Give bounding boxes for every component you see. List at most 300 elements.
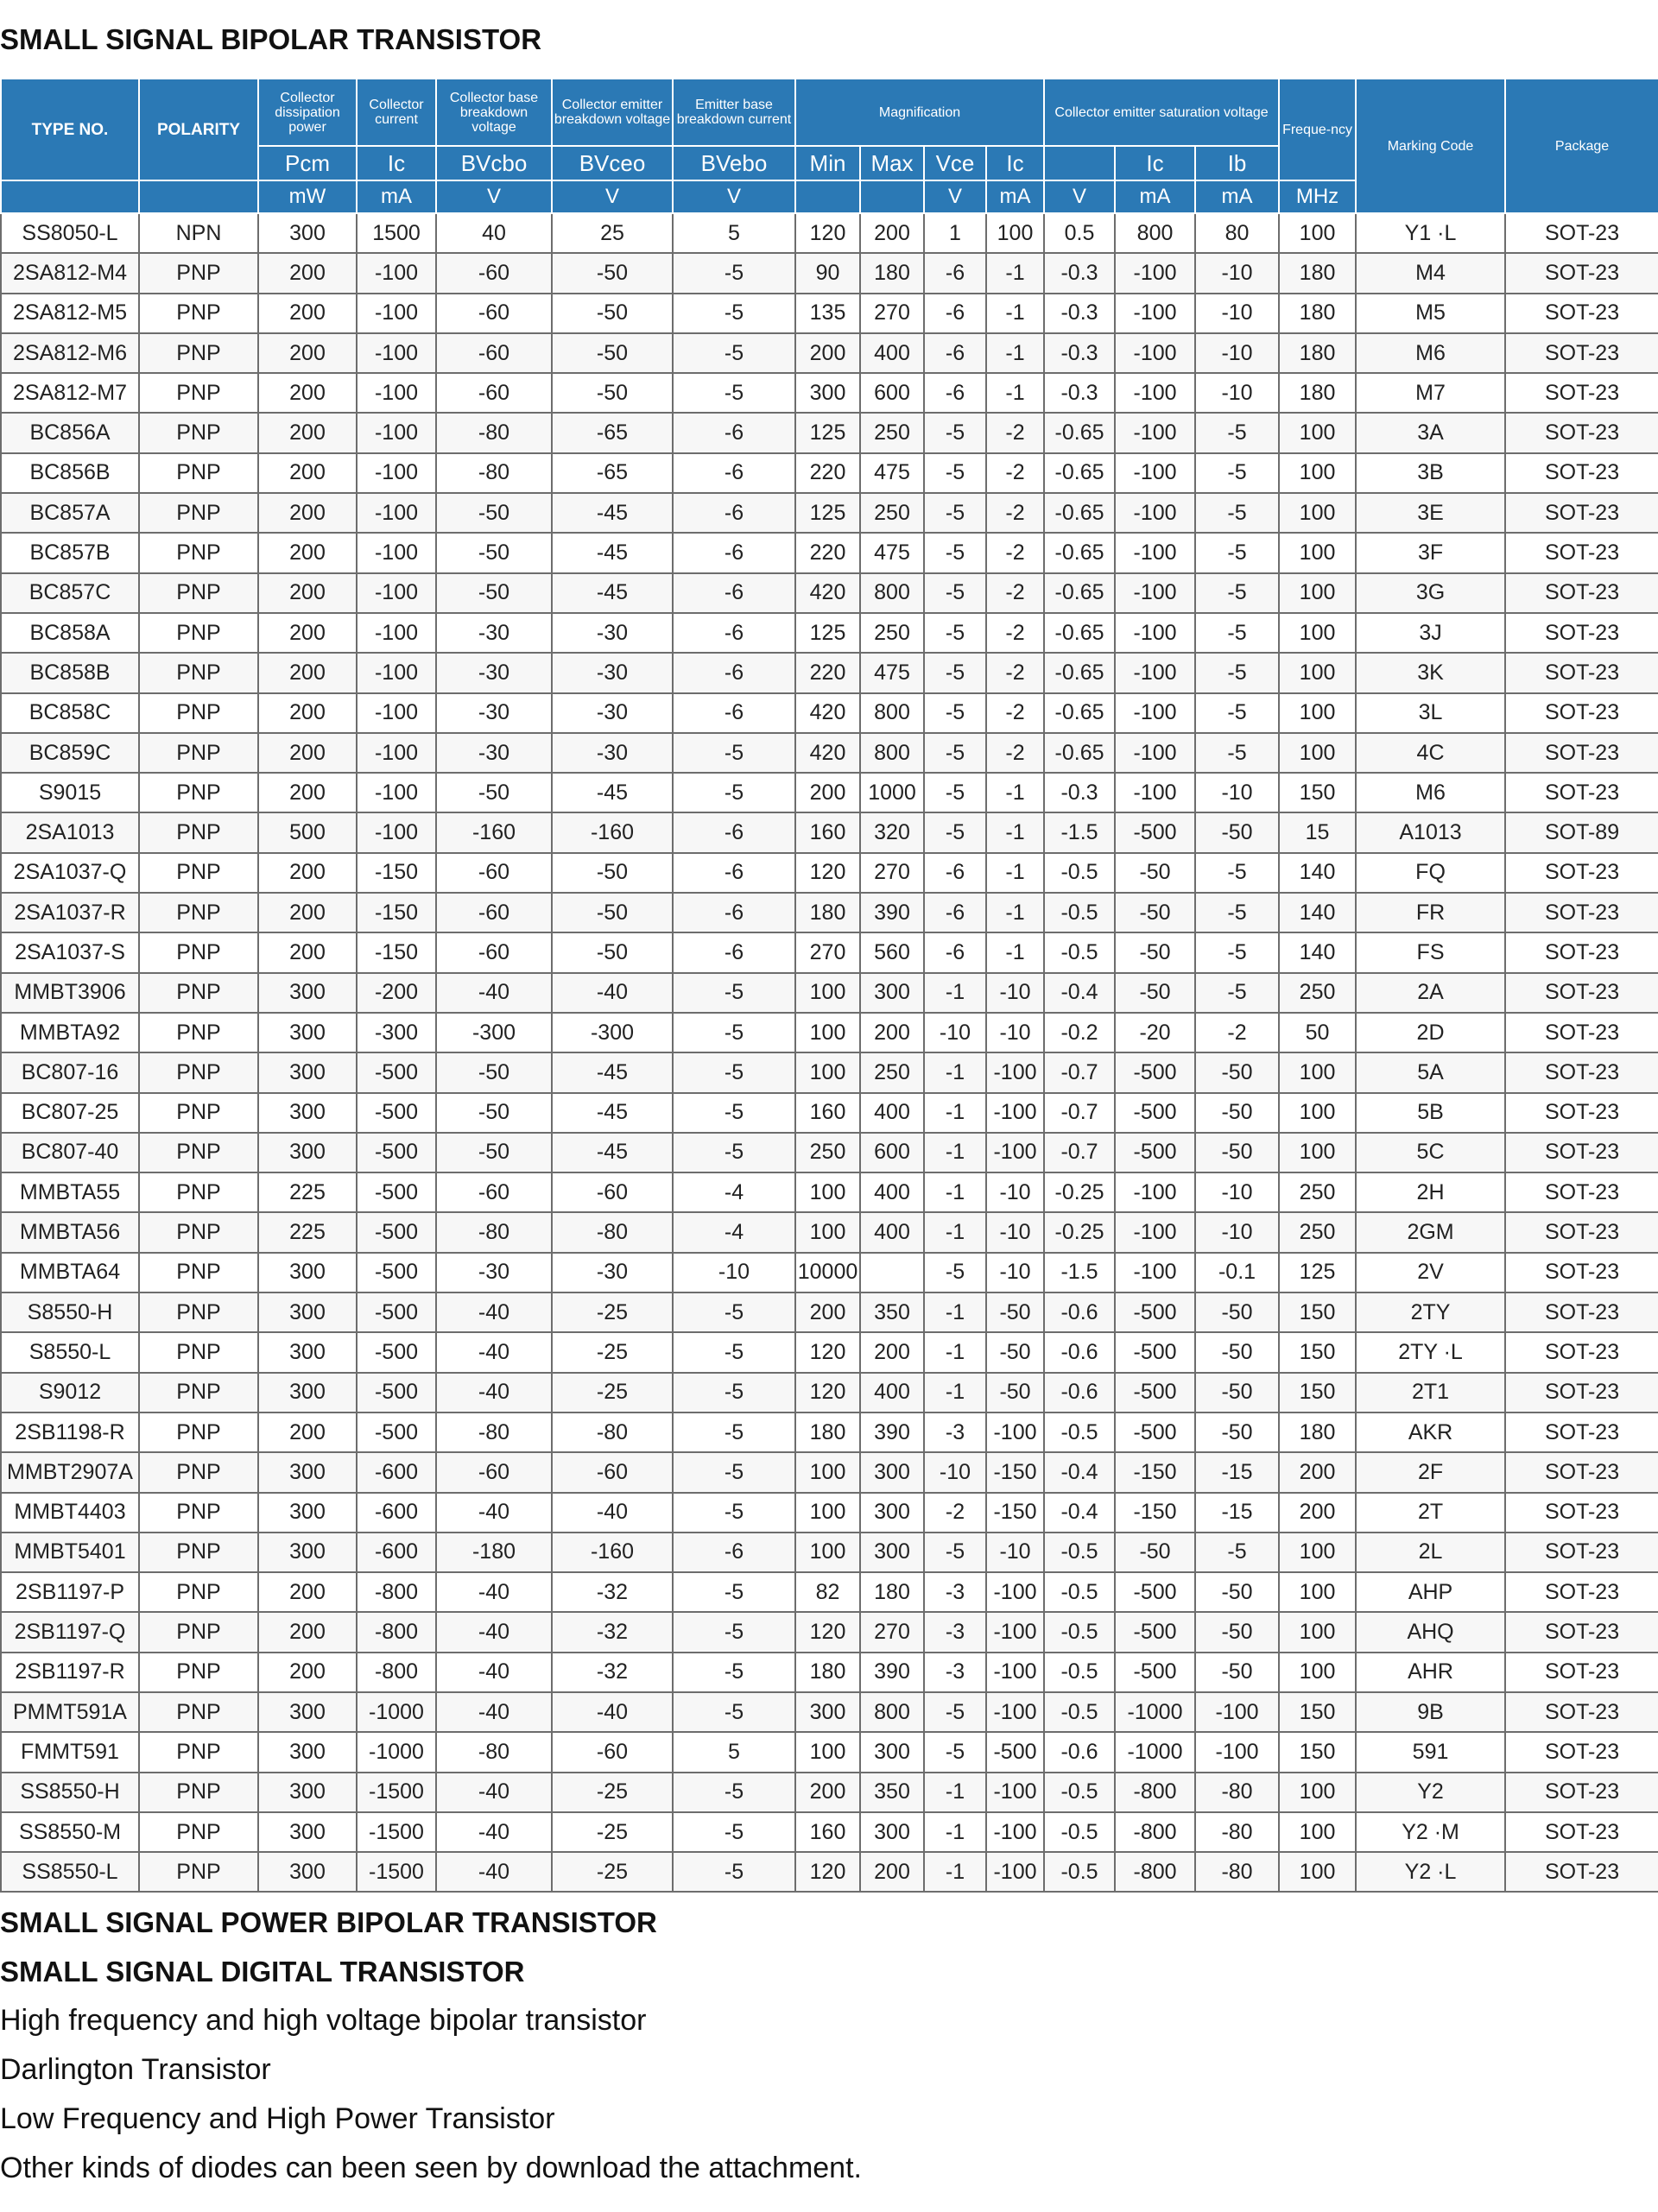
table-cell: -1: [924, 1773, 986, 1812]
table-cell: 200: [258, 294, 357, 333]
table-cell: 390: [860, 893, 924, 932]
table-cell: S9015: [1, 773, 139, 812]
table-cell: 225: [258, 1172, 357, 1212]
table-cell: 100: [1279, 1852, 1356, 1892]
table-cell: -1: [924, 1852, 986, 1892]
table-cell: -500: [1115, 1572, 1195, 1612]
table-cell: -1: [986, 893, 1044, 932]
table-cell: -50: [1195, 812, 1279, 852]
table-cell: -10: [1195, 333, 1279, 373]
table-cell: 125: [795, 493, 860, 533]
table-cell: -0.5: [1044, 1413, 1115, 1452]
table-cell: NPN: [139, 213, 258, 253]
table-cell: -500: [357, 1172, 436, 1212]
table-cell: -1: [924, 1332, 986, 1372]
table-cell: -30: [552, 613, 673, 653]
table-cell: -5: [1195, 932, 1279, 972]
table-cell: 3G: [1356, 573, 1505, 613]
table-cell: -2: [986, 453, 1044, 493]
table-cell: 100: [1279, 1612, 1356, 1652]
table-cell: -50: [552, 853, 673, 893]
table-cell: 200: [258, 893, 357, 932]
table-cell: -0.5: [1044, 1812, 1115, 1852]
table-cell: -1000: [357, 1692, 436, 1732]
table-cell: MMBTA56: [1, 1212, 139, 1252]
table-cell: SOT-23: [1505, 932, 1658, 972]
table-cell: -45: [552, 533, 673, 572]
table-cell: 100: [1279, 213, 1356, 253]
table-cell: 250: [860, 413, 924, 452]
table-cell: -50: [1195, 1572, 1279, 1612]
unit-v-bvebo: V: [673, 180, 795, 213]
table-cell: -50: [1195, 1292, 1279, 1332]
table-cell: 150: [1279, 1373, 1356, 1413]
table-cell: 100: [1279, 453, 1356, 493]
table-cell: -800: [357, 1653, 436, 1692]
table-cell: -5: [924, 653, 986, 692]
table-cell: -5: [924, 453, 986, 493]
table-cell: -100: [357, 493, 436, 533]
header-type-no: TYPE NO.: [1, 79, 139, 180]
table-cell: 100: [795, 1212, 860, 1252]
table-cell: -0.5: [1044, 1692, 1115, 1732]
table-cell: -6: [673, 693, 795, 733]
table-cell: -100: [357, 453, 436, 493]
table-cell: -1: [924, 1812, 986, 1852]
table-cell: -1000: [1115, 1732, 1195, 1772]
symbol-bvceo: BVceo: [552, 146, 673, 180]
table-cell: 800: [860, 733, 924, 773]
table-cell: -5: [673, 253, 795, 293]
table-cell: -10: [986, 973, 1044, 1013]
table-cell: 390: [860, 1653, 924, 1692]
table-cell: -100: [986, 1572, 1044, 1612]
table-cell: SOT-23: [1505, 533, 1658, 572]
table-cell: 200: [860, 1013, 924, 1052]
footer-line-power-bipolar[interactable]: SMALL SIGNAL POWER BIPOLAR TRANSISTOR: [0, 1906, 657, 1938]
table-cell: 2GM: [1356, 1212, 1505, 1252]
table-cell: -3: [924, 1572, 986, 1612]
table-cell: 250: [860, 613, 924, 653]
table-cell: -6: [673, 613, 795, 653]
table-cell: 180: [1279, 373, 1356, 413]
table-cell: PNP: [139, 1292, 258, 1332]
table-cell: 120: [795, 1373, 860, 1413]
table-cell: -3: [924, 1413, 986, 1452]
table-cell: -0.3: [1044, 373, 1115, 413]
table-cell: -5: [1195, 973, 1279, 1013]
table-row: [1, 973, 1658, 1013]
table-cell: -100: [1115, 693, 1195, 733]
table-cell: -80: [552, 1413, 673, 1452]
table-cell: -2: [986, 533, 1044, 572]
table-row: [1, 1332, 1658, 1372]
table-cell: -10: [1195, 253, 1279, 293]
table-cell: -25: [552, 1852, 673, 1892]
table-cell: M5: [1356, 294, 1505, 333]
table-cell: -50: [552, 932, 673, 972]
table-cell: SOT-23: [1505, 973, 1658, 1013]
table-cell: BC858A: [1, 613, 139, 653]
table-cell: -0.6: [1044, 1332, 1115, 1372]
table-cell: 2A: [1356, 973, 1505, 1013]
table-cell: 120: [795, 213, 860, 253]
table-cell: 200: [258, 613, 357, 653]
table-cell: BC857A: [1, 493, 139, 533]
table-cell: 2SB1197-Q: [1, 1612, 139, 1652]
table-cell: -30: [436, 733, 552, 773]
table-cell: -10: [924, 1452, 986, 1492]
table-cell: SOT-23: [1505, 1692, 1658, 1732]
table-cell: 180: [1279, 1413, 1356, 1452]
table-cell: 400: [860, 333, 924, 373]
table-cell: -6: [673, 653, 795, 692]
table-cell: 100: [1279, 613, 1356, 653]
table-cell: 150: [1279, 773, 1356, 812]
table-cell: PNP: [139, 1253, 258, 1292]
table-cell: SOT-23: [1505, 1292, 1658, 1332]
table-cell: -80: [436, 1413, 552, 1452]
table-cell: -40: [436, 1852, 552, 1892]
table-cell: -5: [673, 333, 795, 373]
table-cell: -5: [924, 493, 986, 533]
table-cell: -40: [436, 1373, 552, 1413]
table-cell: 400: [860, 1373, 924, 1413]
table-cell: 200: [795, 1292, 860, 1332]
table-cell: 270: [795, 932, 860, 972]
table-cell: -5: [924, 533, 986, 572]
table-cell: -100: [986, 1692, 1044, 1732]
table-cell: -800: [1115, 1852, 1195, 1892]
table-cell: -6: [924, 932, 986, 972]
table-row: [1, 1732, 1658, 1772]
table-cell: -0.7: [1044, 1052, 1115, 1092]
table-cell: 2SA1013: [1, 812, 139, 852]
table-cell: -2: [986, 733, 1044, 773]
table-cell: -50: [1115, 1533, 1195, 1572]
table-cell: SOT-23: [1505, 613, 1658, 653]
table-cell: 200: [258, 493, 357, 533]
table-cell: -600: [357, 1533, 436, 1572]
table-cell: -0.65: [1044, 693, 1115, 733]
table-cell: -160: [436, 812, 552, 852]
table-cell: -500: [357, 1093, 436, 1133]
table-cell: 300: [860, 1533, 924, 1572]
table-cell: 100: [795, 1013, 860, 1052]
table-cell: -5: [1195, 1533, 1279, 1572]
table-cell: 400: [860, 1093, 924, 1133]
table-cell: -150: [357, 932, 436, 972]
table-row: [1, 613, 1658, 653]
table-cell: 250: [860, 493, 924, 533]
table-cell: MMBTA92: [1, 1013, 139, 1052]
table-cell: -6: [924, 253, 986, 293]
table-cell: -1: [986, 373, 1044, 413]
table-cell: 100: [795, 1533, 860, 1572]
table-cell: 200: [258, 533, 357, 572]
table-cell: SOT-23: [1505, 853, 1658, 893]
table-cell: -150: [1115, 1493, 1195, 1533]
symbol-pcm: Pcm: [258, 146, 357, 180]
table-cell: -60: [436, 932, 552, 972]
table-cell: 2SA812-M4: [1, 253, 139, 293]
table-cell: 420: [795, 573, 860, 613]
table-cell: -50: [436, 1052, 552, 1092]
table-cell: -0.4: [1044, 1493, 1115, 1533]
table-cell: 80: [1195, 213, 1279, 253]
table-cell: 300: [258, 1253, 357, 1292]
table-cell: -50: [1195, 1332, 1279, 1372]
table-cell: -0.3: [1044, 294, 1115, 333]
table-cell: -80: [436, 1732, 552, 1772]
table-cell: 90: [795, 253, 860, 293]
table-cell: 2L: [1356, 1533, 1505, 1572]
table-cell: 200: [258, 253, 357, 293]
table-cell: PNP: [139, 1493, 258, 1533]
table-cell: M4: [1356, 253, 1505, 293]
table-cell: 200: [258, 573, 357, 613]
table-cell: 150: [1279, 1732, 1356, 1772]
table-cell: 200: [258, 653, 357, 692]
table-cell: -100: [1115, 453, 1195, 493]
table-cell: -100: [1115, 773, 1195, 812]
table-row: [1, 1172, 1658, 1212]
table-cell: -5: [1195, 613, 1279, 653]
table-cell: S8550-L: [1, 1332, 139, 1372]
table-cell: 100: [1279, 533, 1356, 572]
table-cell: 300: [258, 1773, 357, 1812]
table-cell: 200: [795, 1773, 860, 1812]
table-cell: -0.65: [1044, 533, 1115, 572]
table-cell: -300: [552, 1013, 673, 1052]
table-cell: -45: [552, 493, 673, 533]
table-cell: 2TY: [1356, 1292, 1505, 1332]
table-cell: -50: [1115, 893, 1195, 932]
table-row: [1, 1612, 1658, 1652]
table-row: [1, 373, 1658, 413]
table-cell: 125: [795, 613, 860, 653]
table-cell: 3A: [1356, 413, 1505, 452]
table-cell: 300: [258, 1812, 357, 1852]
table-cell: -5: [673, 733, 795, 773]
table-row: [1, 1852, 1658, 1892]
table-cell: MMBT5401: [1, 1533, 139, 1572]
table-row: [1, 1052, 1658, 1092]
table-cell: 200: [258, 932, 357, 972]
table-cell: PNP: [139, 1612, 258, 1652]
table-cell: 25: [552, 213, 673, 253]
table-cell: 180: [1279, 294, 1356, 333]
table-cell: -0.65: [1044, 453, 1115, 493]
table-cell: 3B: [1356, 453, 1505, 493]
table-cell: SOT-23: [1505, 893, 1658, 932]
footer-line-attachment-note[interactable]: Other kinds of diodes can been seen by download the attachment.: [0, 2152, 862, 2184]
table-cell: -1: [986, 773, 1044, 812]
table-cell: -10: [1195, 1212, 1279, 1252]
table-cell: -500: [357, 1332, 436, 1372]
table-cell: -1000: [1115, 1692, 1195, 1732]
table-cell: MMBTA64: [1, 1253, 139, 1292]
table-cell: 3L: [1356, 693, 1505, 733]
table-cell: SOT-23: [1505, 294, 1658, 333]
table-cell: -40: [552, 1692, 673, 1732]
table-cell: 300: [258, 1732, 357, 1772]
table-cell: 100: [795, 1052, 860, 1092]
table-cell: PNP: [139, 573, 258, 613]
table-cell: 200: [795, 333, 860, 373]
table-cell: -5: [673, 1413, 795, 1452]
table-cell: -500: [357, 1052, 436, 1092]
table-cell: -2: [986, 493, 1044, 533]
table-cell: PNP: [139, 253, 258, 293]
table-cell: BC857B: [1, 533, 139, 572]
table-cell: S8550-H: [1, 1292, 139, 1332]
table-cell: PNP: [139, 1732, 258, 1772]
table-row: [1, 213, 1658, 253]
table-cell: -50: [986, 1332, 1044, 1372]
table-cell: 220: [795, 533, 860, 572]
table-cell: SOT-23: [1505, 373, 1658, 413]
table-cell: 100: [1279, 693, 1356, 733]
table-cell: 300: [860, 1452, 924, 1492]
table-cell: -0.7: [1044, 1133, 1115, 1172]
table-cell: -500: [357, 1253, 436, 1292]
table-cell: SS8550-L: [1, 1852, 139, 1892]
footer-line-darlington[interactable]: Darlington Transistor: [0, 2053, 271, 2086]
footer-line-high-frequency[interactable]: High frequency and high voltage bipolar transistor: [0, 2004, 647, 2037]
table-cell: -30: [436, 613, 552, 653]
table-cell: -10: [924, 1013, 986, 1052]
table-cell: -5: [673, 1692, 795, 1732]
table-cell: Y2 ·L: [1356, 1852, 1505, 1892]
table-cell: -40: [436, 1773, 552, 1812]
table-cell: -60: [436, 294, 552, 333]
table-cell: 120: [795, 1612, 860, 1652]
table-cell: -0.5: [1044, 1773, 1115, 1812]
table-row: [1, 1653, 1658, 1692]
table-cell: -5: [1195, 653, 1279, 692]
table-cell: -100: [357, 294, 436, 333]
table-cell: 180: [1279, 333, 1356, 373]
table-cell: 3F: [1356, 533, 1505, 572]
table-cell: -100: [986, 1852, 1044, 1892]
unit-ma-ib: mA: [1195, 180, 1279, 213]
table-row: [1, 1373, 1658, 1413]
table-cell: -100: [1115, 253, 1195, 293]
table-cell: -0.65: [1044, 573, 1115, 613]
table-cell: -50: [1115, 973, 1195, 1013]
table-cell: -1: [924, 1292, 986, 1332]
table-cell: -5: [1195, 493, 1279, 533]
table-cell: 2SA1037-S: [1, 932, 139, 972]
table-cell: -100: [1115, 533, 1195, 572]
table-cell: Y1 ·L: [1356, 213, 1505, 253]
table-cell: -80: [436, 413, 552, 452]
footer-line-digital-transistor[interactable]: SMALL SIGNAL DIGITAL TRANSISTOR: [0, 1956, 525, 1988]
table-cell: 800: [1115, 213, 1195, 253]
table-cell: -2: [986, 413, 1044, 452]
table-cell: SOT-23: [1505, 1653, 1658, 1692]
table-cell: -50: [1115, 932, 1195, 972]
table-cell: -0.5: [1044, 1533, 1115, 1572]
table-cell: 2SA1037-R: [1, 893, 139, 932]
table-cell: -80: [1195, 1852, 1279, 1892]
page-title: SMALL SIGNAL BIPOLAR TRANSISTOR: [0, 23, 542, 55]
table-cell: 140: [1279, 853, 1356, 893]
table-cell: 2D: [1356, 1013, 1505, 1052]
footer-line-low-frequency[interactable]: Low Frequency and High Power Transistor: [0, 2102, 555, 2135]
table-cell: -0.65: [1044, 653, 1115, 692]
table-cell: -0.65: [1044, 413, 1115, 452]
table-cell: 1500: [357, 213, 436, 253]
unit-blank-type: [1, 180, 139, 213]
table-cell: 2SB1197-P: [1, 1572, 139, 1612]
header-package: Package: [1505, 79, 1658, 213]
table-cell: -0.5: [1044, 1612, 1115, 1652]
table-cell: MMBTA55: [1, 1172, 139, 1212]
table-cell: -100: [1115, 733, 1195, 773]
table-cell: -60: [552, 1732, 673, 1772]
unit-blank-max: [860, 180, 924, 213]
table-cell: -150: [986, 1452, 1044, 1492]
table-cell: -10: [673, 1253, 795, 1292]
table-cell: -45: [552, 573, 673, 613]
table-cell: 100: [795, 1172, 860, 1212]
table-cell: -0.25: [1044, 1212, 1115, 1252]
table-cell: -1: [986, 932, 1044, 972]
table-cell: 560: [860, 932, 924, 972]
table-cell: SOT-23: [1505, 573, 1658, 613]
table-cell: -50: [436, 573, 552, 613]
table-cell: -5: [1195, 413, 1279, 452]
table-cell: -60: [436, 333, 552, 373]
table-cell: -50: [436, 1133, 552, 1172]
table-cell: -0.5: [1044, 1572, 1115, 1612]
table-cell: 300: [860, 1732, 924, 1772]
table-cell: -6: [924, 333, 986, 373]
table-cell: -500: [1115, 812, 1195, 852]
table-cell: 300: [860, 1812, 924, 1852]
table-cell: -30: [552, 733, 673, 773]
table-cell: -100: [1115, 613, 1195, 653]
table-cell: SOT-23: [1505, 1732, 1658, 1772]
table-cell: SOT-23: [1505, 1572, 1658, 1612]
table-cell: -300: [357, 1013, 436, 1052]
table-cell: -1: [986, 253, 1044, 293]
table-cell: -5: [673, 1773, 795, 1812]
table-cell: -2: [924, 1493, 986, 1533]
table-cell: 135: [795, 294, 860, 333]
table-cell: FR: [1356, 893, 1505, 932]
table-cell: -60: [436, 253, 552, 293]
table-cell: -100: [1115, 413, 1195, 452]
table-cell: 100: [1279, 653, 1356, 692]
table-cell: -60: [436, 1452, 552, 1492]
table-cell: PNP: [139, 1013, 258, 1052]
table-cell: 2SB1197-R: [1, 1653, 139, 1692]
table-cell: -500: [1115, 1373, 1195, 1413]
table-cell: 300: [258, 1133, 357, 1172]
table-cell: 160: [795, 1093, 860, 1133]
table-cell: 100: [1279, 1133, 1356, 1172]
table-cell: -100: [357, 413, 436, 452]
header-vcesat-desc: Collector emitter saturation voltage: [1044, 79, 1279, 146]
table-cell: -1.5: [1044, 1253, 1115, 1292]
table-cell: 2SA1037-Q: [1, 853, 139, 893]
header-ic-desc: Collector current: [357, 79, 436, 146]
table-cell: 300: [860, 973, 924, 1013]
table-cell: M6: [1356, 773, 1505, 812]
